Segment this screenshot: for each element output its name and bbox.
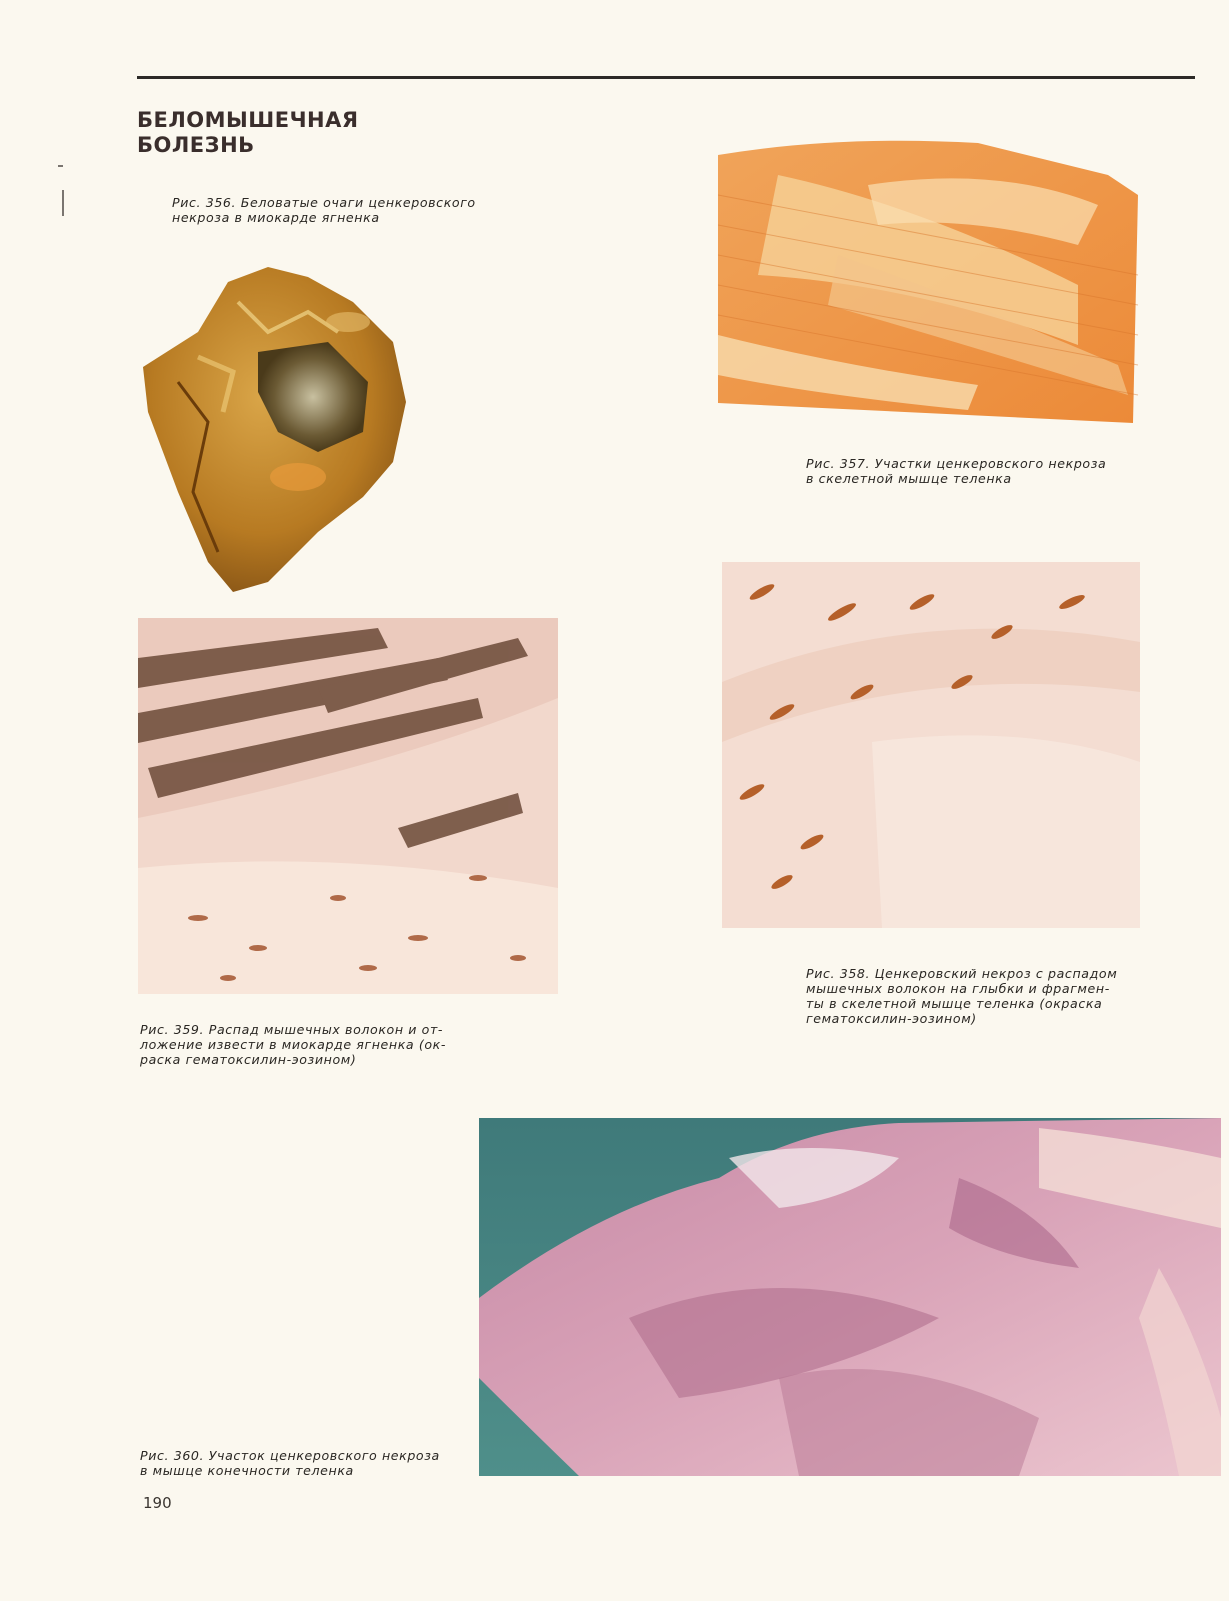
section-title-line: БЕЛОМЫШЕЧНАЯ — [137, 108, 359, 132]
figure-358-histology-image — [722, 562, 1140, 928]
caption-line: ты в скелетной мышце теленка (окраска — [806, 996, 1103, 1011]
figure-360-limb-muscle-image — [479, 1118, 1221, 1476]
figure-359-caption — [140, 1022, 446, 1067]
caption-line: раска гематоксилин-эозином) — [140, 1052, 357, 1067]
scan-mark — [58, 165, 63, 167]
caption-line: гематоксилин-эозином) — [806, 1011, 977, 1026]
caption-line: Рис. 358. Ценкеровский некроз с распадом — [806, 966, 1118, 981]
caption-line: мышечных волокон на глыбки и фрагмен- — [806, 981, 1110, 996]
caption-line: Рис. 360. Участок ценкеровского некроза — [140, 1448, 440, 1463]
figure-356-heart-image — [138, 262, 420, 602]
figure-360-caption — [140, 1448, 440, 1478]
section-title — [137, 108, 359, 158]
figure-359-histology-image — [138, 618, 558, 994]
caption-line: Рис. 357. Участки ценкеровского некроза — [806, 456, 1107, 471]
caption-line: некроза в миокарде ягненка — [172, 210, 380, 225]
caption-line: Рис. 356. Беловатые очаги ценкеровского — [172, 195, 476, 210]
header-rule — [137, 76, 1195, 79]
caption-line: Рис. 359. Распад мышечных волокон и от- — [140, 1022, 444, 1037]
scan-mark — [62, 190, 64, 216]
figure-358-caption — [806, 966, 1117, 1026]
figure-356-caption — [172, 195, 476, 225]
section-title-line: БОЛЕЗНЬ — [137, 133, 255, 157]
caption-line: в мышце конечности теленка — [140, 1463, 354, 1478]
caption-line: ложение извести в миокарде ягненка (ок- — [140, 1037, 447, 1052]
page-number: 190 — [143, 1494, 172, 1512]
figure-357-caption — [806, 456, 1106, 486]
figure-357-muscle-image — [718, 135, 1140, 423]
caption-line: в скелетной мышце теленка — [806, 471, 1012, 486]
